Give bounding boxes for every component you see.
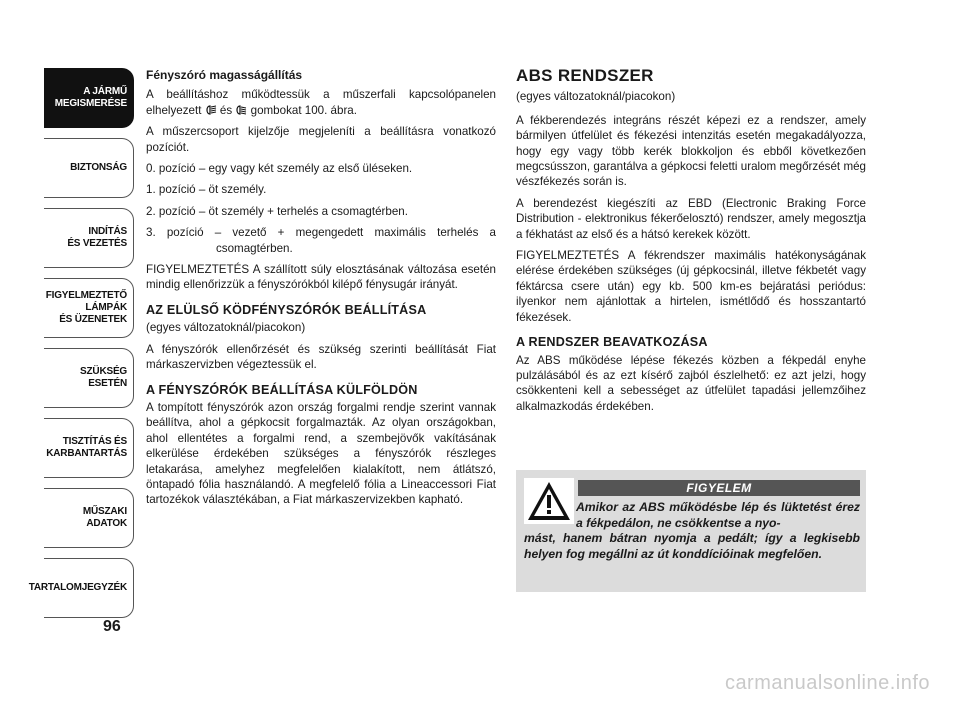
position-2: 2. pozíció – öt személy + terhelés a csomagtérben. [146,204,408,218]
abroad-text: A tompított fényszórók azon ország forgalmi rendje szerint vannak beállítva, ahol a gépkocsit forgalmazták. Az olyan országokban, ahol ellentétes a forgalmi rend, a szembejövők vakításának elkerülése érdekében szükséges a fényszórók részleges letakarása, amelyhez megfelelően kialakított, nem átlátszó, öntapadó fólia használandó. A megfelelő fólia a Lineaccessori Fiat tartozékok választékában, a Fiat márkaszervizekben kapható. [146,400,496,507]
warning-box [516,470,866,592]
tab-maintenance[interactable]: TISZTÍTÁS ÉS KARBANTARTÁS [44,418,134,478]
abs-title: ABS RENDSZER [516,66,654,85]
headlight-adjust-title: Fényszóró magasságállítás [146,68,303,82]
tab-safety[interactable]: BIZTONSÁG [44,138,134,198]
abs-paren: (egyes változatoknál/piacokon) [516,90,676,104]
headlight-adjust-text: A beállításhoz működtessük a műszerfali kapcsolópanelen elhelyezett és gombokat 100. ábra. [146,88,496,117]
headlight-down-icon [235,105,247,115]
position-0: 0. pozíció – egy vagy két személy az első üléseken. [146,162,413,176]
tab-emergency[interactable]: SZÜKSÉG ESETÉN [44,348,134,408]
fog-lights-text: A fényszórók ellenőrzését és szükség szerinti beállítását Fiat márkaszervizben végeztessük el. [146,342,496,372]
display-position-text: A műszercsoport kijelzője megjeleníti a beállításra vonatkozó pozíciót. [146,125,496,154]
abs-paragraph-2: A berendezést kiegészíti az EBD (Electronic Braking Force Distribution - elektronikus fékerőelosztó) rendszer, amely megosztja a fékhatást az első és a hátsó kerekek között. [516,196,866,241]
headlight-up-icon [205,105,217,115]
fog-lights-paren: (egyes változatoknál/piacokon) [146,321,306,335]
tab-index[interactable]: TARTALOMJEGYZÉK [44,558,134,618]
watermark: carmanualsonline.info [724,672,930,694]
tab-warning-lights[interactable]: FIGYELMEZTETŐ LÁMPÁK ÉS ÜZENETEK [44,278,134,338]
fog-lights-title: AZ ELÜLSŐ KÖDFÉNYSZÓRÓK BEÁLLÍTÁSA [146,302,427,317]
warning-text: Amikor az ABS működésbe lép és lüktetést érez a fékpedálon, ne csökkentse a nyo- mást, hanem bátran nyomja a pedált; így a legkisebb helyen fog megállni az út konddícióinak megfelően. [524,500,860,561]
tab-technical-data[interactable]: MŰSZAKI ADATOK [44,488,134,548]
position-1: 1. pozíció – öt személy. [146,183,267,197]
abroad-title: A FÉNYSZÓRÓK BEÁLLÍTÁSA KÜLFÖLDÖN [146,382,418,397]
tab-start-drive[interactable]: INDÍTÁS ÉS VEZETÉS [44,208,134,268]
abs-paragraph-3: FIGYELMEZTETÉS A fékrendszer maximális hatékonyságának elérése érdekében szükséges (új gépkocsinál, illetve fékbetét vagy féktárcsa csere után) egy kb. 500 km-es bejáratási periódus: ilyenkor nem ajánlottak a hirtelen, ismétlődő és hosszantartó fékezések. [516,249,866,324]
right-column [516,68,866,420]
activation-text: Az ABS működése lépése fékezés közben a fékpedál enyhe pulzálásából és az ezt kísérő zajból észlelhető: ez azt jelzi, hogy csökkenteni kell a sebességet az útfelület tapadási jellemzőihez alkalmazkodás érdekében. [516,353,866,413]
load-warning-text: FIGYELMEZTETÉS A szállított súly elosztásának változása esetén mindig ellenőrizzük a fényszórókból kilépő fénysugár irányát. [146,263,496,292]
page-number: 96 [103,618,121,635]
left-column [146,68,496,514]
position-3: 3. pozíció – vezető + megengedett maximális terhelés a csomagtérben. [146,226,496,255]
abs-paragraph-1: A fékberendezés integráns részét képezi ez a rendszer, amely bármilyen útfelület és fékezési intenzitás esetén megakadályozza, hogy egy vagy több kerék blokkoljon és ebből következően megcsússzon, garantálva a gépkocsi feletti uralom megőrzését még vészfékezés során is. [516,113,866,189]
tab-vehicle-intro[interactable]: A JÁRMŰ MEGISMERÉSE [44,68,134,128]
warning-label: FIGYELEM [578,480,860,496]
activation-title: A RENDSZER BEAVATKOZÁSA [516,335,708,350]
